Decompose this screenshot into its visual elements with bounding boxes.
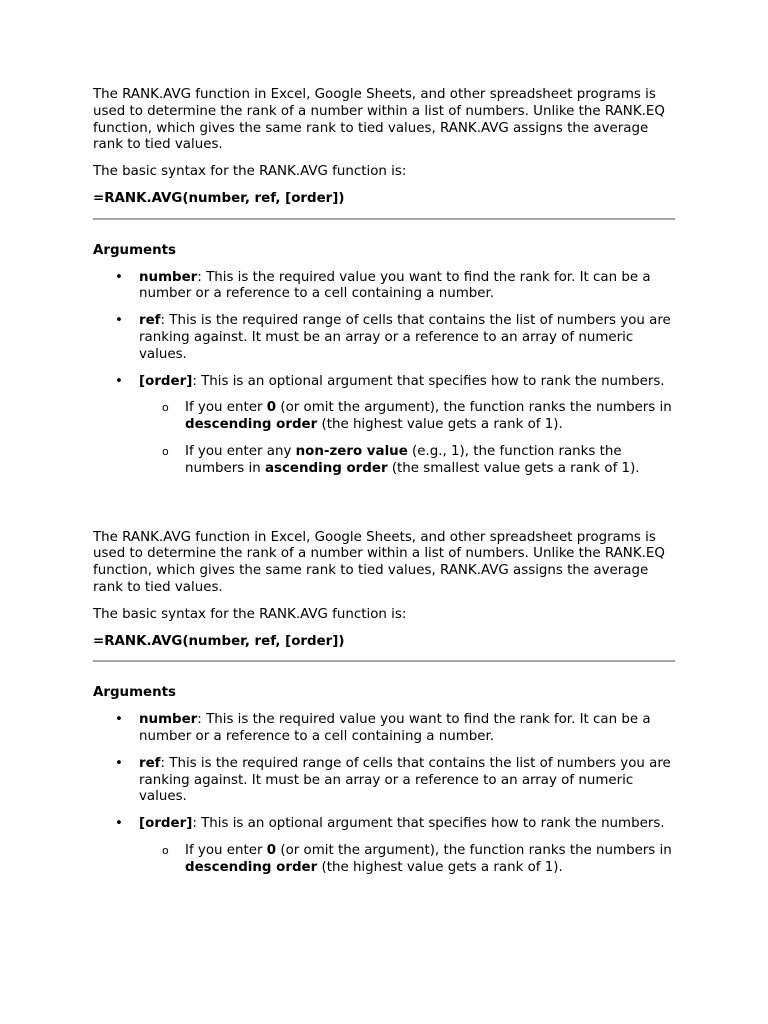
bullet-icon: • [115,373,123,389]
syntax-intro: The basic syntax for the RANK.AVG function is: [93,606,407,622]
argument-term: ref [139,313,161,329]
option-value: 0 [266,400,277,416]
argument-number [93,712,675,746]
option-text: (the smallest value gets a rank of 1). [387,460,640,476]
order-option-zero [139,843,675,877]
arguments-list [93,712,675,876]
syntax-formula: =RANK.AVG(number, ref, [order]) [93,190,345,206]
horizontal-rule [93,660,675,662]
order-option-zero [139,400,675,434]
circle-bullet-icon: o [162,444,169,458]
arguments-heading: Arguments [93,242,177,258]
argument-term: number [139,712,198,728]
argument-term: ref [139,755,161,771]
option-mode: ascending order [264,460,388,476]
argument-description: : This is an optional argument that specifies how to rank the numbers. [192,816,665,832]
horizontal-rule [93,218,675,220]
bullet-icon: • [115,269,123,285]
argument-description: : This is an optional argument that specifies how to rank the numbers. [192,373,665,389]
option-value: non-zero value [295,443,408,459]
order-options-list [139,400,675,477]
option-text: (the highest value gets a rank of 1). [317,859,563,875]
circle-bullet-icon: o [162,401,169,415]
argument-description: : This is the required value you want to find the rank for. It can be a number or a reference to a cell containing a number. [139,712,651,744]
argument-term: [order] [139,373,193,389]
option-text: If you enter [185,400,267,416]
argument-number [93,270,675,304]
bullet-icon: • [115,712,123,728]
argument-ref [93,756,675,806]
option-text: (or omit the argument), the function ranks the numbers in [276,400,672,416]
argument-description: : This is the required range of cells that contains the list of numbers you are ranking against. It must be an array or a reference to an array of numeric values. [139,755,671,805]
option-mode: descending order [185,859,318,875]
syntax-formula: =RANK.AVG(number, ref, [order]) [93,633,345,649]
syntax-intro: The basic syntax for the RANK.AVG function is: [93,164,407,180]
option-text: If you enter any [185,443,296,459]
option-value: 0 [266,842,277,858]
option-text: (e.g., 1), the function ranks the numbers in [185,443,622,476]
bullet-icon: • [115,816,123,832]
argument-order [93,816,675,876]
document-page [93,87,675,887]
argument-ref [93,313,675,363]
bullet-icon: • [115,755,123,771]
intro-paragraph: The RANK.AVG function in Excel, Google Sheets, and other spreadsheet programs is used to determine the rank of a number within a list of numbers. Unlike the RANK.EQ function, which gives the same rank to tied values, RANK.AVG assigns the average rank to tied values. [93,87,665,153]
argument-term: [order] [139,816,193,832]
bullet-icon: • [115,313,123,329]
argument-description: : This is the required value you want to find the rank for. It can be a number or a reference to a cell containing a number. [139,269,651,302]
arguments-heading: Arguments [93,685,177,701]
circle-bullet-icon: o [162,843,169,857]
option-text: (the highest value gets a rank of 1). [317,417,563,433]
order-options-list [139,843,675,877]
argument-description: : This is the required range of cells that contains the list of numbers you are ranking against. It must be an array or a reference to an array of numeric values. [139,313,671,362]
option-mode: descending order [185,417,318,433]
arguments-list [93,270,675,478]
option-text: (or omit the argument), the function ranks the numbers in [276,842,672,858]
order-option-nonzero [139,444,675,478]
rank-avg-section-2 [93,530,675,877]
intro-paragraph: The RANK.AVG function in Excel, Google Sheets, and other spreadsheet programs is used to determine the rank of a number within a list of numbers. Unlike the RANK.EQ function, which gives the same rank to tied values, RANK.AVG assigns the average rank to tied values. [93,529,665,595]
argument-term: number [139,269,198,285]
argument-order [93,374,675,478]
rank-avg-section-1 [93,87,675,478]
option-text: If you enter [185,842,267,858]
